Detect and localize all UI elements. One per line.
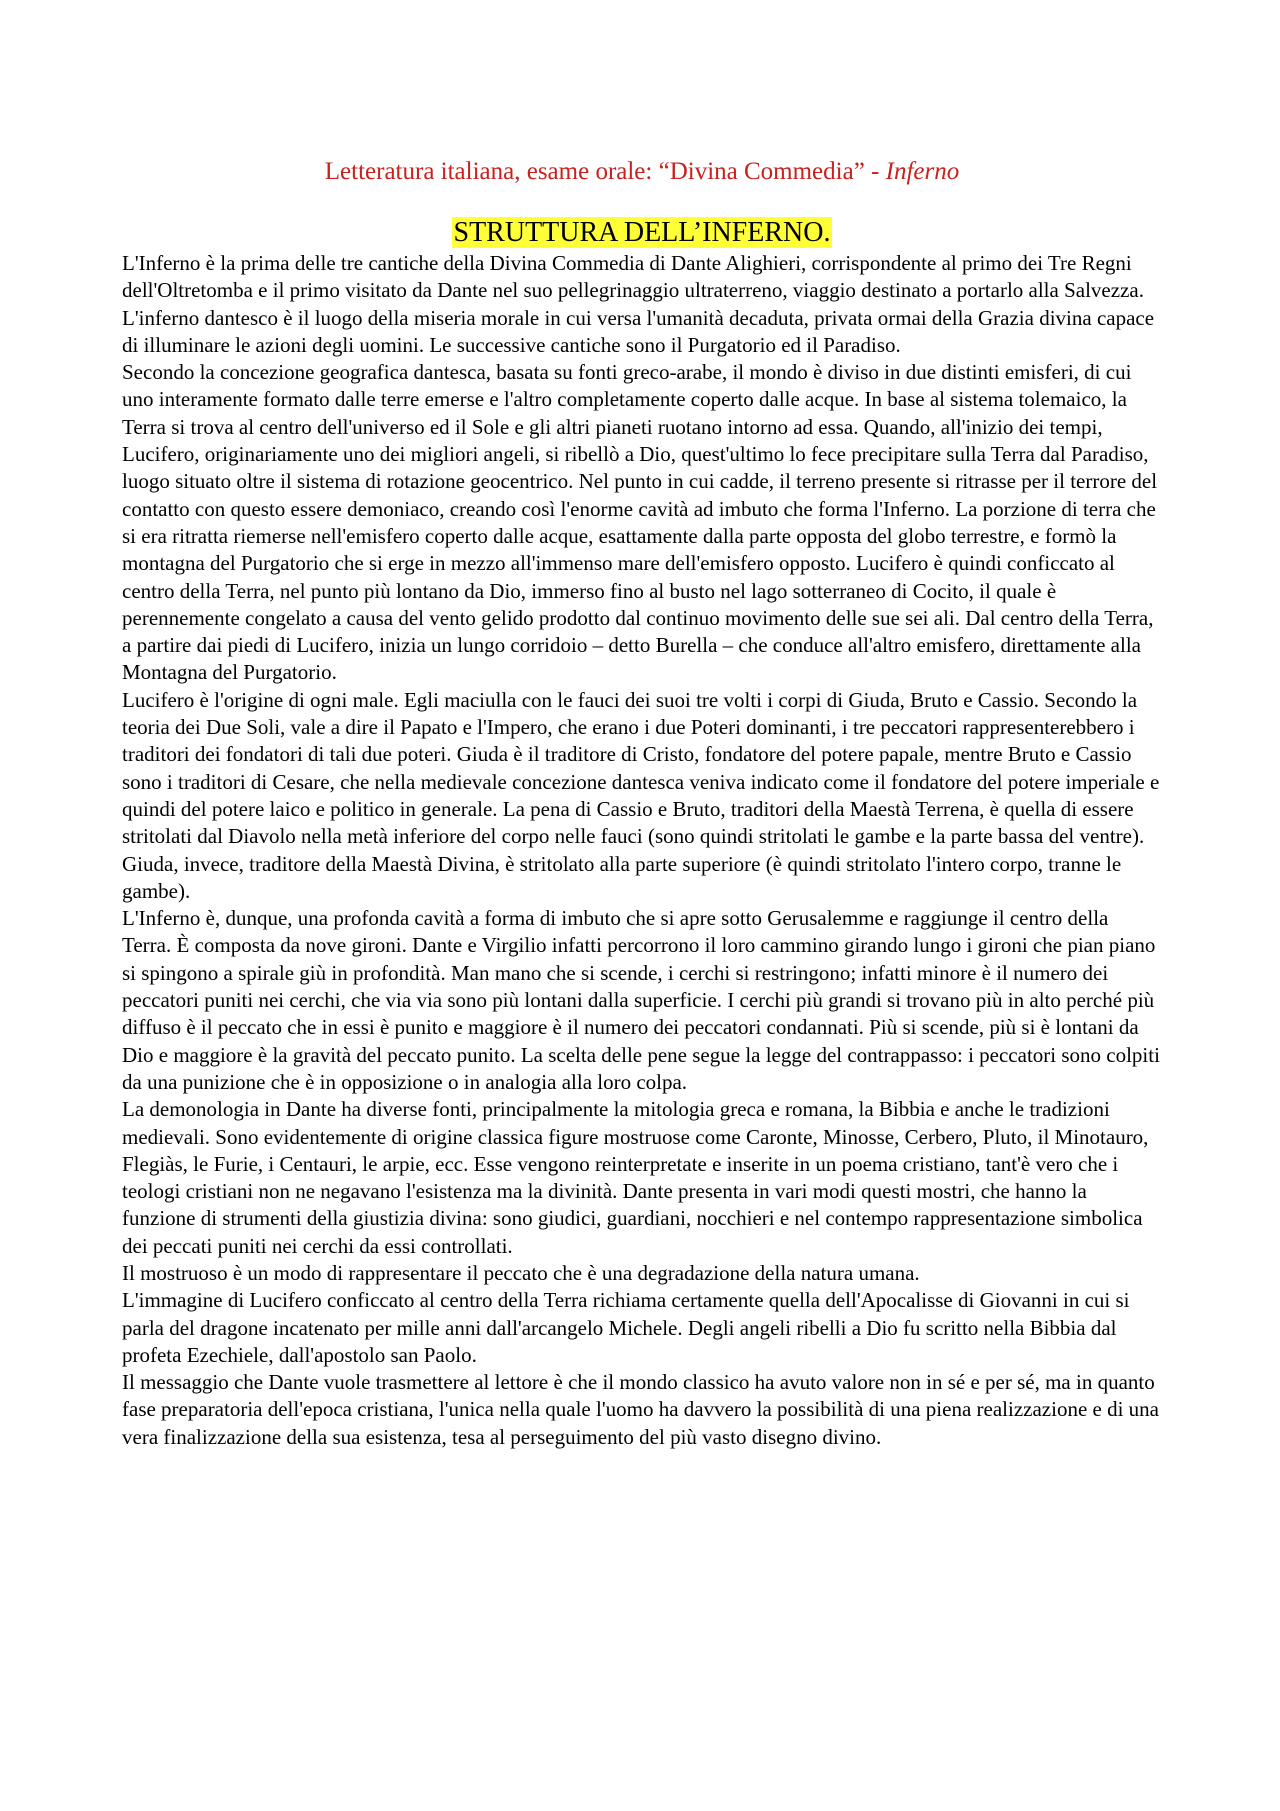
paragraph-apocalisse: L'immagine di Lucifero conficcato al centro della Terra richiama certamente quella dell'Apocalisse di Giovanni in cui si parla del dragone incatenato per mille anni dall'arcangelo Michele. Degli angeli ribelli a Dio fu scritto nella Bibbia dal profeta Ezechiele, dall'apostolo san Paolo. <box>122 1288 1130 1367</box>
paragraph-mostruoso: Il mostruoso è un modo di rappresentare il peccato che è una degradazione della natura umana. <box>122 1260 920 1285</box>
section-heading-highlight: STRUTTURA DELL’INFERNO. <box>453 217 831 248</box>
paragraph-struttura: L'Inferno è, dunque, una profonda cavità a forma di imbuto che si apre sotto Gerusalemme e raggiunge il centro della Terra. È composta da nove gironi. Dante e Virgilio infatti percorrono il loro cammino girando lungo i gironi che pian piano si spingono a spirale giù in profondità. Man mano che si scende, i cerchi si restringono; infatti minore è il numero dei peccatori puniti nei cerchi, che via via sono più lontani dalla superficie. I cerchi più grandi si trovano più in alto perché più diffuso è il peccato che in essi è punito e maggiore è il numero dei peccatori condannati. Più si scende, più si è lontani da Dio e maggiore è la gravità del peccato punito. La scelta delle pene segue la legge del contrappasso: i peccatori sono colpiti da una punizione che è in opposizione o in analogia alla loro colpa. <box>122 906 1160 1094</box>
document-title-italic: Inferno <box>885 158 960 185</box>
paragraph-geography: Secondo la concezione geografica dantesca, basata su fonti greco-arabe, il mondo è diviso in due distinti emisferi, di cui uno interamente formato dalle terre emerse e l'altro completamente coperto dalle acque. In base al sistema tolemaico, la Terra si trova al centro dell'universo ed il Sole e gli altri pianeti ruotano intorno ad essa. Quando, all'inizio dei tempi, Lucifero, originariamente uno dei migliori angeli, si ribellò a Dio, quest'ultimo lo fece precipitare sulla Terra dal Paradiso, luogo situato oltre il sistema di rotazione geocentrico. Nel punto in cui cadde, il terreno presente si ritrasse per il terrore del contatto con questo essere demoniaco, creando così l'enorme cavità ad imbuto che forma l'Inferno. La porzione di terra che si era ritratta riemerse nell'emisfero coperto dalle acque, esattamente dalla parte opposta del globo terrestre, e formò la montagna del Purgatorio che si erge in mezzo all'immenso mare dell'emisfero opposto. Lucifero è quindi conficcato al centro della Terra, nel punto più lontano da Dio, immerso fino al busto nel lago sotterraneo di Cocito, il quale è perennemente congelato a causa del vento gelido prodotto dal continuo movimento delle sue sei ali. Dal centro della Terra, a partire dai piedi di Lucifero, inizia un lungo corridoio – detto Burella – che conduce all'altro emisfero, direttamente alla Montagna del Purgatorio. <box>122 360 1158 685</box>
section-heading <box>122 216 1162 250</box>
document-title-main: Letteratura italiana, esame orale: “Divina Commedia” - <box>324 158 886 185</box>
document-page <box>122 154 1162 1451</box>
document-title <box>122 154 1162 190</box>
paragraph-intro: L'Inferno è la prima delle tre cantiche della Divina Commedia di Dante Alighieri, corrispondente al primo dei Tre Regni dell'Oltretomba e il primo visitato da Dante nel suo pellegrinaggio ultraterreno, viaggio destinato a portarlo alla Salvezza. L'inferno dantesco è il luogo della miseria morale in cui versa l'umanità decaduta, privata ormai della Grazia divina capace di illuminare le azioni degli uomini. Le successive cantiche sono il Purgatorio ed il Paradiso. <box>122 251 1155 357</box>
paragraph-messaggio: Il messaggio che Dante vuole trasmettere al lettore è che il mondo classico ha avuto valore non in sé e per sé, ma in quanto fase preparatoria dell'epoca cristiana, l'unica nella quale l'uomo ha davvero la possibilità di una piena realizzazione e di una vera finalizzazione della sua esistenza, tesa al perseguimento del più vasto disegno divino. <box>122 1370 1159 1449</box>
body-text <box>122 250 1162 1451</box>
paragraph-lucifero: Lucifero è l'origine di ogni male. Egli maciulla con le fauci dei suoi tre volti i corpi di Giuda, Bruto e Cassio. Secondo la teoria dei Due Soli, vale a dire il Papato e l'Impero, che erano i due Poteri dominanti, i tre peccatori rappresenterebbero i traditori dei fondatori di tali due poteri. Giuda è il traditore di Cristo, fondatore del potere papale, mentre Bruto e Cassio sono i traditori di Cesare, che nella medievale concezione dantesca veniva indicato come il fondatore del potere imperiale e quindi del potere laico e politico in generale. La pena di Cassio e Bruto, traditori della Maestà Terrena, è quella di essere stritolati dal Diavolo nella metà inferiore del corpo nelle fauci (sono quindi stritolati le gambe e la parte bassa del ventre). Giuda, invece, traditore della Maestà Divina, è stritolato alla parte superiore (è quindi stritolato l'intero corpo, tranne le gambe). <box>122 687 1160 903</box>
paragraph-demonologia: La demonologia in Dante ha diverse fonti, principalmente la mitologia greca e romana, la Bibbia e anche le tradizioni medievali. Sono evidentemente di origine classica figure mostruose come Caronte, Minosse, Cerbero, Pluto, il Minotauro, Flegiàs, le Furie, i Centauri, le arpie, ecc. Esse vengono reinterpretate e inserite in un poema cristiano, tant'è vero che i teologi cristiani non ne negavano l'esistenza ma la divinità. Dante presenta in vari modi questi mostri, che hanno la funzione di strumenti della giustizia divina: sono giudici, guardiani, nocchieri e nel contempo rappresentazione simbolica dei peccati puniti nei cerchi da essi controllati. <box>122 1097 1149 1258</box>
